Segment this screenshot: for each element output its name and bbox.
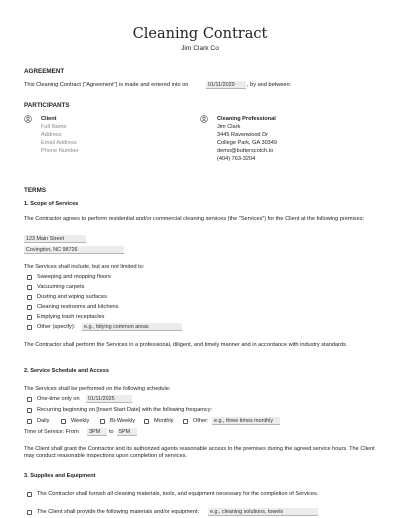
agreement-date-field[interactable]: 01/11/2029 bbox=[206, 81, 246, 89]
freq-daily-checkbox[interactable] bbox=[27, 419, 32, 424]
service-checkbox[interactable] bbox=[27, 305, 32, 310]
schedule-heading: 2. Service Schedule and Access bbox=[24, 368, 109, 374]
one-time-label: One-time only on bbox=[37, 396, 80, 402]
agreement-heading: AGREEMENT bbox=[24, 68, 65, 75]
time-to-field[interactable]: 5PM bbox=[117, 428, 137, 436]
freq-monthly-checkbox[interactable] bbox=[144, 419, 149, 424]
services-list-intro: The Services shall include, but are not limited to: bbox=[24, 264, 145, 270]
freq-other-label: Other: bbox=[193, 418, 209, 424]
one-time-checkbox[interactable] bbox=[27, 397, 32, 402]
client-full-name-field[interactable]: Full Name bbox=[41, 124, 67, 130]
user-icon bbox=[24, 115, 32, 123]
recurring-checkbox[interactable] bbox=[27, 408, 32, 413]
time-from-field[interactable]: 3PM bbox=[87, 428, 107, 436]
agreement-text-after: , by and between: bbox=[247, 82, 292, 88]
page-title: Cleaning Contract bbox=[132, 26, 268, 42]
premises-street-field[interactable]: 123 Main Street bbox=[24, 235, 86, 243]
scope-closing: The Contractor shall perform the Services in a professional, diligent, and timely manner and in accordance with industry standards. bbox=[24, 342, 348, 348]
professional-email: demo@butterscotch.io bbox=[217, 148, 274, 154]
service-checkbox[interactable] bbox=[27, 315, 32, 320]
recurring-label: Recurring beginning on [Insert Start Date] with the following frequency: bbox=[37, 407, 213, 413]
scope-heading: 1. Scope of Services bbox=[24, 201, 79, 207]
time-label: Time of Service: From bbox=[24, 429, 79, 435]
freq-weekly-checkbox[interactable] bbox=[61, 419, 66, 424]
service-checkbox[interactable] bbox=[27, 295, 32, 300]
scope-intro: The Contractor agrees to perform residential and/or commercial cleaning services (the "Services") for the Client at the following premises: bbox=[24, 216, 365, 222]
client-phone-field[interactable]: Phone Number bbox=[41, 148, 79, 154]
service-checkbox[interactable] bbox=[27, 275, 32, 280]
time-to-label: to bbox=[109, 429, 114, 435]
professional-street: 3445 Ravenwood Dr bbox=[217, 132, 268, 138]
service-item-label: Cleaning restrooms and kitchens bbox=[37, 304, 119, 310]
participants-heading: PARTICIPANTS bbox=[24, 102, 70, 109]
service-checkbox[interactable] bbox=[27, 285, 32, 290]
freq-weekly-label: Weekly bbox=[71, 418, 90, 424]
client-supplies-field[interactable]: e.g., cleaning solutions, towels bbox=[208, 508, 318, 516]
contractor-supplies-label: The Contractor shall furnish all cleaning materials, tools, and equipment necessary for the completion of Services. bbox=[37, 491, 319, 497]
access-paragraph: The Client shall grant the Contractor and its authorized agents reasonable access to the premises during the agreed service hours. The Client may conduct reasonable inspections upon completion of services. bbox=[24, 446, 375, 460]
professional-name: Jim Clark bbox=[217, 124, 241, 130]
freq-biweekly-checkbox[interactable] bbox=[100, 419, 105, 424]
freq-biweekly-label: Bi-Weekly bbox=[110, 418, 136, 424]
freq-daily-label: Daily bbox=[37, 418, 50, 424]
client-email-field[interactable]: Email Address bbox=[41, 140, 77, 146]
terms-heading: TERMS bbox=[24, 187, 47, 194]
schedule-intro: The Services shall be performed on the following schedule: bbox=[24, 386, 171, 392]
professional-phone: (404) 763-3204 bbox=[217, 156, 256, 162]
supplies-heading: 3. Supplies and Equipment bbox=[24, 473, 96, 479]
service-other-checkbox[interactable] bbox=[27, 325, 32, 330]
user-icon bbox=[200, 115, 208, 123]
service-other-label: Other (specify): bbox=[37, 324, 76, 330]
client-address-field[interactable]: Address bbox=[41, 132, 62, 138]
client-supplies-label: The Client shall provide the following materials and/or equipment: bbox=[37, 509, 199, 515]
service-item-label: Dusting and wiping surfaces bbox=[37, 294, 107, 300]
service-item-label: Sweeping and mopping floors bbox=[37, 274, 111, 280]
agreement-text: This Cleaning Contract ("Agreement") is made and entered into on bbox=[24, 82, 189, 88]
contractor-supplies-checkbox[interactable] bbox=[27, 492, 32, 497]
service-item-label: Emptying trash receptacles bbox=[37, 314, 105, 320]
service-item-label: Vacuuming carpets bbox=[37, 284, 85, 290]
company-name: Jim Clark Co bbox=[181, 45, 219, 52]
client-title: Client bbox=[41, 116, 57, 122]
professional-city: College Park, GA 30349 bbox=[217, 140, 278, 146]
freq-other-checkbox[interactable] bbox=[183, 419, 188, 424]
freq-other-field[interactable]: e.g., three times monthly bbox=[212, 417, 280, 425]
service-other-field[interactable]: e.g., tidying common areas bbox=[82, 323, 182, 331]
freq-monthly-label: Monthly bbox=[154, 418, 174, 424]
client-supplies-checkbox[interactable] bbox=[27, 510, 32, 515]
professional-title: Cleaning Professional bbox=[217, 116, 276, 122]
one-time-date-field[interactable]: 01/11/2025 bbox=[86, 395, 132, 403]
premises-city-field[interactable]: Covington, NC 98726 bbox=[24, 246, 124, 254]
